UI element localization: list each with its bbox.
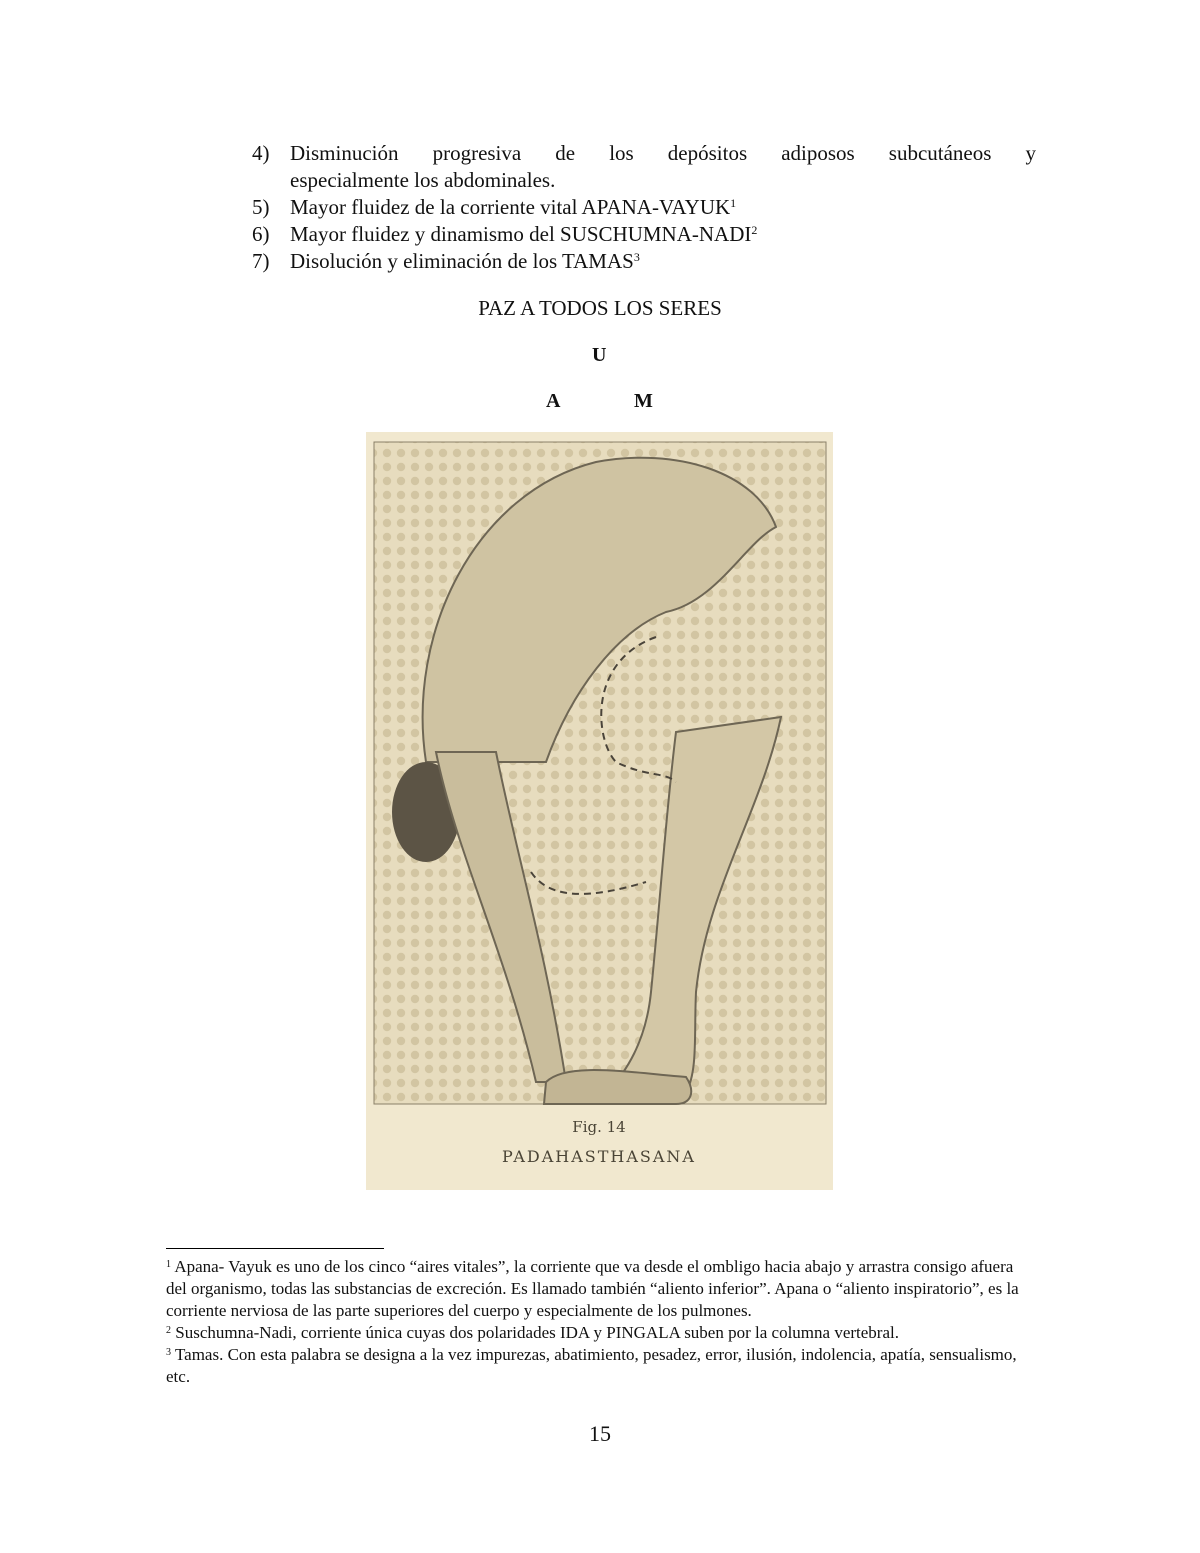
page-number: 15 — [589, 1421, 611, 1446]
footnote — [166, 1256, 1032, 1322]
pose-figure — [366, 432, 833, 1190]
list-item — [252, 140, 1036, 194]
footnotes — [166, 1256, 1032, 1388]
list-text: Disolución y eliminación de los TAMAS — [290, 249, 634, 273]
list-text: Disminución progresiva de los depósitos adiposos subcutáneos y — [290, 141, 1036, 165]
list-number: 4) — [252, 141, 270, 165]
footnote-text: Suschumna-Nadi, corriente única cuyas dos polaridades IDA y PINGALA suben por la columna vertebral. — [175, 1323, 899, 1342]
list-item — [252, 248, 1036, 275]
footnote-text: Apana- Vayuk es uno de los cinco “aires vitales”, la corriente que va desde el ombligo hacia abajo y arrastra consigo afuera del organismo, todas las substancias de excreción. Es llamado también “aliento inferior”. Apana o “aliento inspiratorio”, es la corriente nerviosa de las parte superiores del cuerpo y especialmente de los pulmones. — [166, 1257, 1019, 1320]
figure-label: Fig. 14 — [572, 1118, 626, 1136]
footnote — [166, 1322, 1032, 1344]
list-item — [252, 194, 1036, 221]
list-number: 7) — [252, 249, 270, 273]
footnote-mark: 3 — [166, 1347, 171, 1358]
footnote-mark: 2 — [166, 1325, 171, 1336]
list-item — [252, 221, 1036, 248]
footnote-ref[interactable]: 3 — [633, 250, 640, 264]
list-text: Mayor fluidez y dinamismo del SUSCHUMNA-NADI — [290, 222, 752, 246]
forward-bend-pose-illustration-icon — [366, 432, 833, 1190]
footnote — [166, 1344, 1032, 1388]
list-text-continued: especialmente los abdominales. — [290, 168, 556, 192]
aum-a: A — [546, 390, 561, 412]
aum-u: U — [592, 344, 607, 366]
footnote-ref[interactable]: 1 — [730, 196, 737, 210]
list-text: Mayor fluidez de la corriente vital APANA-VAYUK — [290, 195, 731, 219]
footnote-divider — [166, 1248, 384, 1249]
footnote-ref[interactable]: 2 — [751, 223, 758, 237]
footnote-mark: 1 — [166, 1259, 171, 1270]
list-number: 6) — [252, 222, 270, 246]
peace-heading: PAZ A TODOS LOS SERES — [478, 296, 722, 320]
footnote-text: Tamas. Con esta palabra se designa a la vez impurezas, abatimiento, pesadez, error, ilusión, indolencia, apatía, sensualismo, etc. — [166, 1345, 1017, 1386]
figure-caption: PADAHASTHASANA — [502, 1147, 696, 1166]
benefits-list — [252, 140, 1036, 275]
list-number: 5) — [252, 195, 270, 219]
aum-m: M — [634, 390, 653, 412]
